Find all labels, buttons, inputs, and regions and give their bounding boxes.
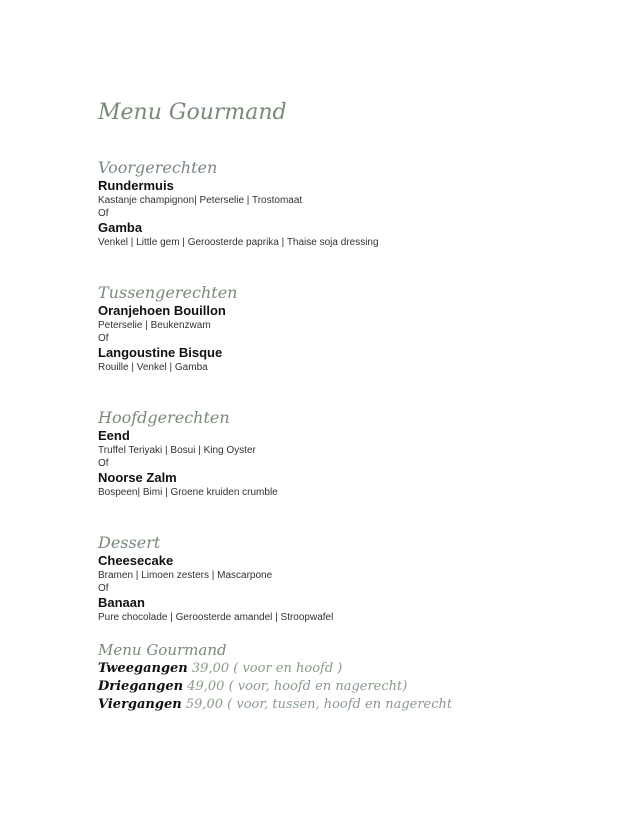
or-separator: Of — [98, 208, 109, 220]
price-line-viergangen — [98, 696, 618, 714]
dish-name: Eend — [98, 428, 130, 444]
section-tussengerechten — [98, 283, 618, 374]
menu-page — [98, 100, 618, 714]
dish-description: Bospeen| Bimi | Groene kruiden crumble — [98, 487, 278, 499]
dish-description: Truffel Teriyaki | Bosui | King Oyster — [98, 445, 256, 457]
dish-description: Pure chocolade | Geroosterde amandel | Stroopwafel — [98, 612, 334, 624]
price-line-driegangen — [98, 678, 618, 696]
dish-description: Peterselie | Beukenzwam — [98, 320, 211, 332]
section-title: Dessert — [98, 533, 161, 553]
price-line-tweegangen — [98, 660, 618, 678]
section-dessert — [98, 533, 618, 624]
price-label: Tweegangen — [98, 661, 188, 677]
menu-title: Menu Gourmand — [98, 100, 287, 125]
dish-name: Langoustine Bisque — [98, 345, 223, 361]
section-title: Tussengerechten — [98, 283, 238, 303]
price-detail: 59,00 ( voor, tussen, hoofd en nagerecht — [181, 697, 453, 713]
dish-name: Gamba — [98, 220, 143, 236]
price-label: Driegangen — [98, 679, 184, 695]
dish-name: Banaan — [98, 595, 145, 611]
or-separator: Of — [98, 583, 109, 595]
or-separator: Of — [98, 333, 109, 345]
dish-name: Oranjehoen Bouillon — [98, 303, 226, 319]
section-title: Hoofdgerechten — [98, 408, 230, 428]
price-detail: 49,00 ( voor, hoofd en nagerecht) — [183, 679, 408, 695]
section-title: Voorgerechten — [98, 158, 218, 178]
summary-title: Menu Gourmand — [98, 641, 227, 660]
dish-name: Rundermuis — [98, 178, 174, 194]
dish-name: Cheesecake — [98, 553, 174, 569]
price-label: Viergangen — [98, 697, 182, 713]
dish-description: Bramen | Limoen zesters | Mascarpone — [98, 570, 273, 582]
or-separator: Of — [98, 458, 109, 470]
dish-description: Kastanje champignon| Peterselie | Trostomaat — [98, 195, 303, 207]
dish-name: Noorse Zalm — [98, 470, 177, 486]
dish-description: Venkel | Little gem | Geroosterde paprika | Thaise soja dressing — [98, 237, 379, 249]
menu-summary — [98, 640, 618, 714]
price-detail: 39,00 ( voor en hoofd ) — [187, 661, 343, 677]
section-voorgerechten — [98, 158, 618, 249]
dish-description: Rouille | Venkel | Gamba — [98, 362, 208, 374]
section-hoofdgerechten — [98, 408, 618, 499]
